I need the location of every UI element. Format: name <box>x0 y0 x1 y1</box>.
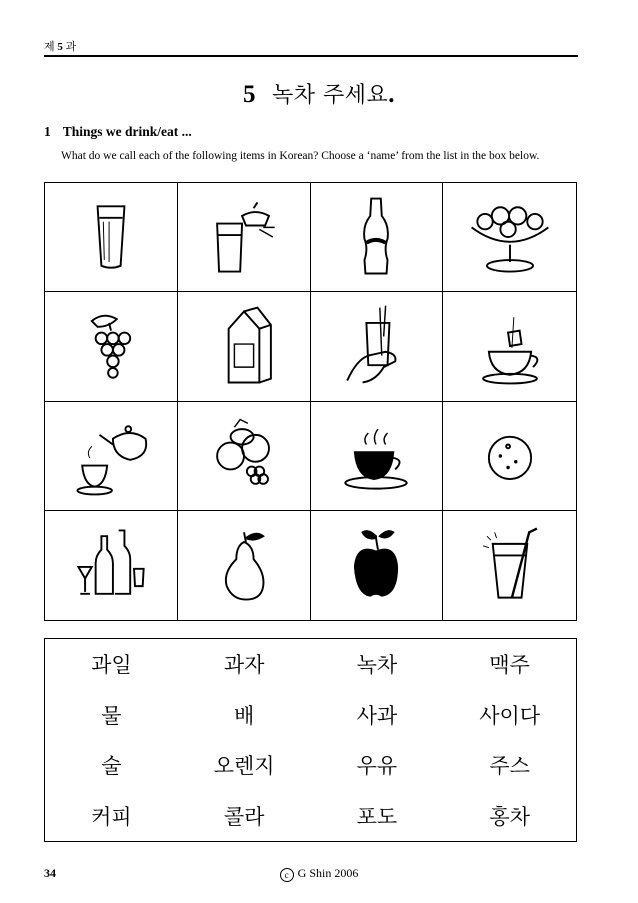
picture-cell <box>443 292 576 401</box>
copyright-icon: c <box>280 868 294 882</box>
orange-icon <box>462 408 558 504</box>
lesson-number: 5 <box>242 81 256 108</box>
picture-cell <box>178 511 311 620</box>
word-item: 술 <box>101 754 122 779</box>
word-item: 과자 <box>223 653 265 678</box>
picture-cell <box>311 292 444 401</box>
word-item: 맥주 <box>489 653 530 678</box>
lesson-title-korean: 녹차 주세요 <box>271 83 389 108</box>
picture-cell <box>45 292 178 401</box>
word-item: 홍차 <box>489 804 530 829</box>
word-item: 사이다 <box>479 703 541 728</box>
picture-cell <box>45 183 178 292</box>
page-number: 34 <box>44 866 56 880</box>
word-item: 커피 <box>91 804 132 829</box>
word-item: 배 <box>233 703 255 728</box>
picture-cell <box>443 511 576 620</box>
juice-glass-straw-icon <box>462 517 558 613</box>
instruction-text: What do we call each of the following items in Korean? Choose a ‘name’ from the list in the box below. <box>61 150 540 162</box>
picture-cell <box>45 402 178 511</box>
picture-cell <box>311 402 444 511</box>
milk-carton-icon <box>196 298 292 394</box>
lesson-title-period: . <box>388 81 395 108</box>
coffee-cup-icon <box>328 408 424 504</box>
lesson-title <box>0 78 638 109</box>
grapes-icon <box>63 298 159 394</box>
word-item: 콜라 <box>223 804 265 829</box>
picture-cell <box>178 183 311 292</box>
word-item: 녹차 <box>356 653 398 678</box>
running-head-suffix: 과 <box>65 41 77 53</box>
running-head-prefix: 제 <box>44 41 55 53</box>
word-item: 우유 <box>356 754 398 779</box>
running-head <box>44 38 76 54</box>
cake-stand-icon <box>462 189 558 285</box>
picture-cell <box>311 183 444 292</box>
copyright-text: G Shin 2006 <box>297 866 359 880</box>
cola-bottle-icon <box>328 189 424 285</box>
picture-cell <box>443 402 576 511</box>
hand-glass-straw-icon <box>328 298 424 394</box>
teapot-cup-icon <box>63 408 159 504</box>
word-item: 포도 <box>356 804 398 829</box>
section-heading <box>44 124 192 140</box>
word-item: 주스 <box>489 754 530 779</box>
word-item: 오렌지 <box>213 754 275 779</box>
wine-bottles-icon <box>63 517 159 613</box>
word-item: 과일 <box>91 653 132 678</box>
header-rule <box>44 55 578 57</box>
teacup-teabag-icon <box>462 298 558 394</box>
word-item: 사과 <box>356 703 398 728</box>
picture-cell <box>178 292 311 401</box>
picture-cell <box>311 511 444 620</box>
section-title: Things we drink/eat ... <box>62 124 192 139</box>
apple-icon <box>328 517 424 613</box>
picture-cell <box>178 402 311 511</box>
running-head-number: 5 <box>57 41 63 53</box>
juicer-glass-icon <box>196 189 292 285</box>
section-number: 1 <box>44 124 51 139</box>
tall-glass-icon <box>63 189 159 285</box>
picture-cell <box>45 511 178 620</box>
picture-grid <box>44 182 577 621</box>
pear-icon <box>196 517 292 613</box>
fruit-pile-icon <box>196 408 292 504</box>
word-list-box <box>44 638 577 842</box>
picture-cell <box>443 183 576 292</box>
word-item: 물 <box>101 703 122 728</box>
copyright-notice <box>0 866 638 882</box>
